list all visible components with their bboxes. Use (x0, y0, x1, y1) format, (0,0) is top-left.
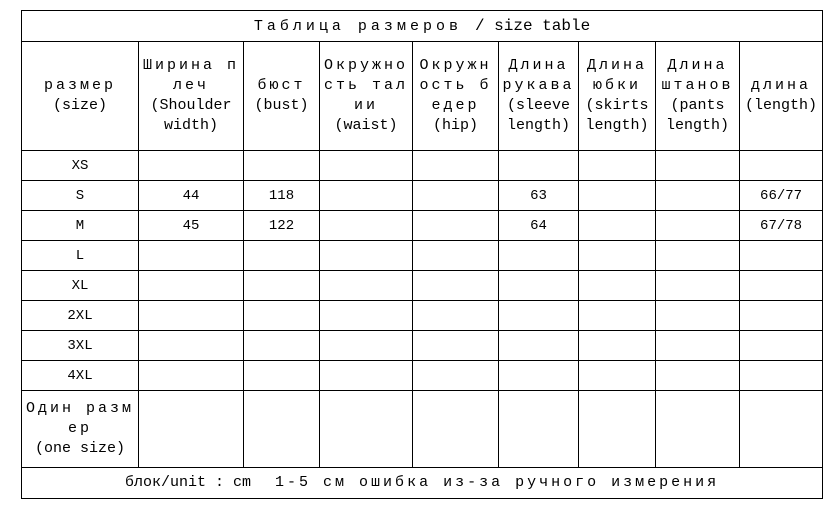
length-cell (740, 331, 823, 361)
table-row (22, 211, 823, 241)
shoulder-cell (139, 301, 244, 331)
table-row (22, 361, 823, 391)
hip-cell (413, 211, 499, 241)
pants-cell (656, 331, 740, 361)
waist-cell (320, 271, 413, 301)
sleeve-cell (499, 271, 579, 301)
skirt-cell (579, 181, 656, 211)
skirt-cell (579, 271, 656, 301)
table-row (22, 181, 823, 211)
skirt-cell (579, 331, 656, 361)
size-cell: M (22, 211, 139, 241)
waist-cell (320, 301, 413, 331)
hip-cell (413, 241, 499, 271)
sleeve-cell (499, 391, 579, 468)
sleeve-cell (499, 301, 579, 331)
hip-cell (413, 391, 499, 468)
shoulder-cell (139, 361, 244, 391)
table-title (22, 11, 823, 42)
waist-cell (320, 361, 413, 391)
column-header-shoulder-width: Ширина плеч (Shoulder width) (139, 42, 244, 151)
footer-unit: блок/unit : cm (125, 474, 252, 491)
table-row (22, 331, 823, 361)
waist-cell (320, 391, 413, 468)
bust-cell: 122 (244, 211, 320, 241)
table-title-en: / size table (474, 16, 591, 35)
waist-cell (320, 181, 413, 211)
footer-measurement-error: 1-5 см ошибка из-за ручного измерения (275, 474, 720, 491)
waist-cell (320, 331, 413, 361)
table-row (22, 241, 823, 271)
one-size-label: Один размер (one size) (22, 391, 139, 468)
table-row (22, 301, 823, 331)
hip-cell (413, 331, 499, 361)
sleeve-cell (499, 241, 579, 271)
pants-cell (656, 151, 740, 181)
table-title-ru: Таблица размеров (253, 17, 462, 35)
pants-cell (656, 391, 740, 468)
column-header-pants-length: Длина штанов (pants length) (656, 42, 740, 151)
pants-cell (656, 211, 740, 241)
skirt-cell (579, 241, 656, 271)
shoulder-cell (139, 331, 244, 361)
shoulder-cell (139, 271, 244, 301)
size-cell: 4XL (22, 361, 139, 391)
pants-cell (656, 271, 740, 301)
length-cell (740, 361, 823, 391)
column-header-sleeve-length: Длина рукава (sleeve length) (499, 42, 579, 151)
pants-cell (656, 301, 740, 331)
table-row (22, 151, 823, 181)
sleeve-cell (499, 331, 579, 361)
shoulder-cell: 44 (139, 181, 244, 211)
column-header-size: размер (size) (22, 42, 139, 151)
skirt-cell (579, 151, 656, 181)
bust-cell (244, 361, 320, 391)
size-cell: XL (22, 271, 139, 301)
sleeve-cell (499, 151, 579, 181)
pants-cell (656, 361, 740, 391)
skirt-cell (579, 361, 656, 391)
waist-cell (320, 211, 413, 241)
column-header-waist: Окружность талии (waist) (320, 42, 413, 151)
bust-cell (244, 331, 320, 361)
length-cell (740, 271, 823, 301)
length-cell (740, 151, 823, 181)
column-header-hip: Окружность бедер (hip) (413, 42, 499, 151)
length-cell (740, 241, 823, 271)
table-row (22, 271, 823, 301)
bust-cell (244, 151, 320, 181)
size-cell: S (22, 181, 139, 211)
bust-cell (244, 391, 320, 468)
hip-cell (413, 271, 499, 301)
pants-cell (656, 181, 740, 211)
length-cell: 67/78 (740, 211, 823, 241)
skirt-cell (579, 391, 656, 468)
size-cell: 3XL (22, 331, 139, 361)
hip-cell (413, 181, 499, 211)
table-row-one-size (22, 391, 823, 468)
size-cell: 2XL (22, 301, 139, 331)
column-header-bust: бюст (bust) (244, 42, 320, 151)
skirt-cell (579, 211, 656, 241)
length-cell (740, 301, 823, 331)
sleeve-cell: 63 (499, 181, 579, 211)
bust-cell (244, 241, 320, 271)
skirt-cell (579, 301, 656, 331)
size-chart-table (21, 10, 823, 499)
hip-cell (413, 151, 499, 181)
shoulder-cell (139, 391, 244, 468)
length-cell: 66/77 (740, 181, 823, 211)
waist-cell (320, 241, 413, 271)
bust-cell (244, 271, 320, 301)
waist-cell (320, 151, 413, 181)
sleeve-cell (499, 361, 579, 391)
bust-cell (244, 301, 320, 331)
column-header-length: длина (length) (740, 42, 823, 151)
size-cell: XS (22, 151, 139, 181)
column-header-skirt-length: Длина юбки (skirts length) (579, 42, 656, 151)
footer-note (22, 468, 823, 499)
hip-cell (413, 361, 499, 391)
header-row (22, 42, 823, 151)
sleeve-cell: 64 (499, 211, 579, 241)
shoulder-cell (139, 151, 244, 181)
bust-cell: 118 (244, 181, 320, 211)
size-cell: L (22, 241, 139, 271)
shoulder-cell (139, 241, 244, 271)
hip-cell (413, 301, 499, 331)
length-cell (740, 391, 823, 468)
shoulder-cell: 45 (139, 211, 244, 241)
pants-cell (656, 241, 740, 271)
